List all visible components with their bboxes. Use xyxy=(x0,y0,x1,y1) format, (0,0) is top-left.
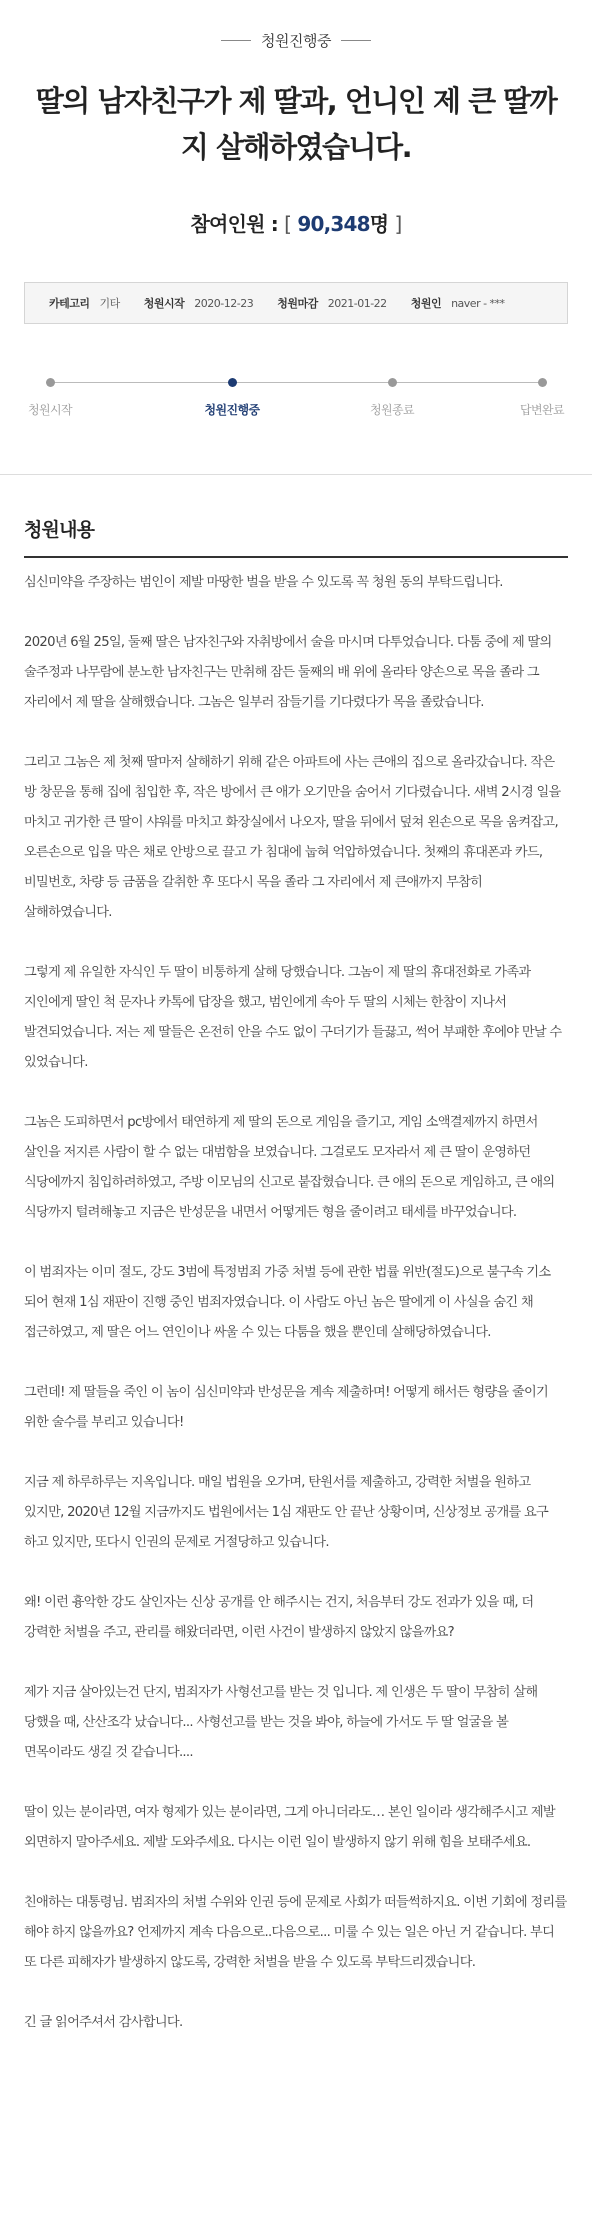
author-value: naver - *** xyxy=(451,296,505,310)
content-paragraph: 왜! 이런 흉악한 강도 살인자는 신상 공개를 안 해주시는 건지, 처음부터 강도 전과가 있을 때, 더 강력한 처벌을 주고, 관리를 해왔더라면, 이런 사건이 발생하지 않았지 않을까요? xyxy=(24,1595,534,1640)
category-value: 기타 xyxy=(99,297,120,310)
progress-step-label: 답변완료 xyxy=(520,403,564,417)
start-date-value: 2020-12-23 xyxy=(194,296,254,310)
content-paragraph: 그런데! 제 딸들을 죽인 이 놈이 심신미약과 반성문을 계속 제출하며! 어떻게 해서든 형량을 줄이기 위한 술수를 부리고 있습니다! xyxy=(24,1385,549,1430)
progress-dot xyxy=(538,378,547,387)
participants-number: 90,348 xyxy=(297,212,370,236)
content-paragraph: 그놈은 도피하면서 pc방에서 태연하게 제 딸의 돈으로 게임을 즐기고, 게임 소액결제까지 하면서 살인을 저지른 사람이 할 수 없는 대범함을 보였습니다. 그걸로도 모자라서 제 큰 딸이 운영하던 식당에까지 침입하려하였고, 주방 이모님의 신고로 붙잡혔습니다. 큰 애의 돈으로 게임하고, 큰 애의 식당까지 털려해놓고 지금은 반성문을 내면서 어떻게든 형을 줄이려고 태세를 바꾸었습니다. xyxy=(24,1115,555,1220)
start-date-label: 청원시작 xyxy=(143,297,185,310)
petition-status xyxy=(24,28,568,52)
progress-step-label: 청원진행중 xyxy=(204,403,260,417)
content-paragraph: 긴 글 읽어주셔서 감사합니다. xyxy=(24,2015,183,2030)
end-date-label: 청원마감 xyxy=(277,297,318,310)
progress-track xyxy=(50,382,542,383)
content-section-title: 청원내용 xyxy=(24,519,95,541)
section-divider xyxy=(0,474,592,475)
end-date-value: 2021-01-22 xyxy=(327,296,387,310)
content-paragraph: 제가 지금 살아있는건 단지, 범죄자가 사형선고를 받는 것 입니다. 제 인생은 두 딸이 무참히 살해 당했을 때, 산산조각 났습니다... 사형선고를 받는 것을 봐야, 하늘에 가서도 두 딸 얼굴을 볼 면목이라도 생길 것 같습니다.... xyxy=(24,1685,538,1760)
content-paragraph: 딸이 있는 분이라면, 여자 형제가 있는 분이라면, 그게 아니더라도… 본인 일이라 생각해주시고 제발 외면하지 말아주세요. 제발 도와주세요. 다시는 이런 일이 발생하지 않기 위해 힘을 보태주세요. xyxy=(24,1805,555,1850)
status-dash-left xyxy=(221,40,251,41)
petition-page xyxy=(0,28,592,2038)
content-paragraph: 그렇게 제 유일한 자식인 두 딸이 비통하게 살해 당했습니다. 그놈이 제 딸의 휴대전화로 가족과 지인에게 딸인 척 문자나 카톡에 답장을 했고, 범인에게 속아 두 딸의 시체는 한참이 지나서 발견되었습니다. 저는 제 딸들은 온전히 안을 수도 없이 구더기가 들끓고, 썩어 부패한 후에야 만날 수 있었습니다. xyxy=(24,965,562,1070)
participants-label: 참여인원 : xyxy=(190,212,278,236)
petition-content xyxy=(24,568,568,2038)
progress-step-ongoing xyxy=(172,378,292,418)
progress-dot xyxy=(388,378,397,387)
participants-count xyxy=(24,208,568,238)
petition-info-box xyxy=(24,282,568,324)
content-paragraph: 그리고 그놈은 제 첫째 딸마저 살해하기 위해 같은 아파트에 사는 큰애의 집으로 올라갔습니다. 작은 방 창문을 통해 집에 침입한 후, 작은 방에서 큰 애가 오기만을 숨어서 기다렸습니다. 새벽 2시경 일을 마치고 귀가한 큰 딸이 샤워를 마치고 화장실에서 나오자, 딸을 뒤에서 덮쳐 왼손으로 목을 움켜잡고, 오른손으로 입을 막은 채로 안방으로 끌고 가 침대에 눕혀 억압하였습니다. 첫째의 휴대폰과 카드, 비밀번호, 차량 등 금품을 갈취한 후 또다시 목을 졸라 그 자리에서 제 큰애까지 무참히 살해하였습니다. xyxy=(24,755,561,920)
author-label: 청원인 xyxy=(410,297,442,310)
content-paragraph: 이 범죄자는 이미 절도, 강도 3범에 특정범죄 가중 처벌 등에 관한 법률 위반(절도)으로 불구속 기소 되어 현재 1심 재판이 진행 중인 범죄자였습니다. 이 사람도 아닌 놈은 딸에게 이 사실을 숨긴 채 접근하였고, 제 딸은 어느 연인이나 싸울 수 있는 다툼을 했을 뿐인데 살해당하였습니다. xyxy=(24,1265,551,1340)
progress-dot xyxy=(46,378,55,387)
progress-tracker xyxy=(24,378,568,438)
progress-dot xyxy=(228,378,237,387)
content-section-underline xyxy=(24,556,568,558)
content-paragraph: 2020년 6월 25일, 둘째 딸은 남자친구와 자취방에서 술을 마시며 다투었습니다. 다툼 중에 제 딸의 술주정과 나무람에 분노한 남자친구는 만취해 잠든 둘째의 배 위에 올라타 양손으로 목을 졸라 그 자리에서 제 딸을 살해했습니다. 그놈은 일부러 잠들기를 기다렸다가 목을 졸랐습니다. xyxy=(24,635,552,710)
content-paragraph: 친애하는 대통령님. 범죄자의 처벌 수위와 인권 등에 문제로 사회가 떠들썩하지요. 이번 기회에 정리를 해야 하지 않을까요? 언제까지 계속 다음으로..다음으로... 미룰 수 있는 일은 아닌 거 같습니다. 부디 또 다른 피해자가 발생하지 않도록, 강력한 처벌을 받을 수 있도록 부탁드리겠습니다. xyxy=(24,1895,567,1970)
progress-step-ended xyxy=(332,378,452,418)
category-label: 카테고리 xyxy=(49,297,90,310)
status-dash-right xyxy=(341,40,371,41)
status-text: 청원진행중 xyxy=(261,31,331,50)
progress-step-start xyxy=(0,378,110,418)
progress-step-label: 청원종료 xyxy=(370,403,414,417)
progress-step-label: 청원시작 xyxy=(28,403,72,417)
content-paragraph: 지금 제 하루하루는 지옥입니다. 매일 법원을 오가며, 탄원서를 제출하고, 강력한 처벌을 원하고 있지만, 2020년 12월 지금까지도 법원에서는 1심 재판도 안 끝난 상황이며, 신상정보 공개를 요구 하고 있지만, 또다시 인권의 문제로 거절당하고 있습니다. xyxy=(24,1475,549,1550)
content-paragraph: 심신미약을 주장하는 범인이 제발 마땅한 벌을 받을 수 있도록 꼭 청원 동의 부탁드립니다. xyxy=(24,575,503,590)
participants-bracket-open: [ xyxy=(284,212,292,236)
participants-unit: 명 xyxy=(369,212,389,236)
progress-step-answered xyxy=(482,378,592,418)
participants-bracket-close: ] xyxy=(394,212,402,236)
petition-title: 딸의 남자친구가 제 딸과, 언니인 제 큰 딸까지 살해하였습니다. xyxy=(35,84,557,164)
